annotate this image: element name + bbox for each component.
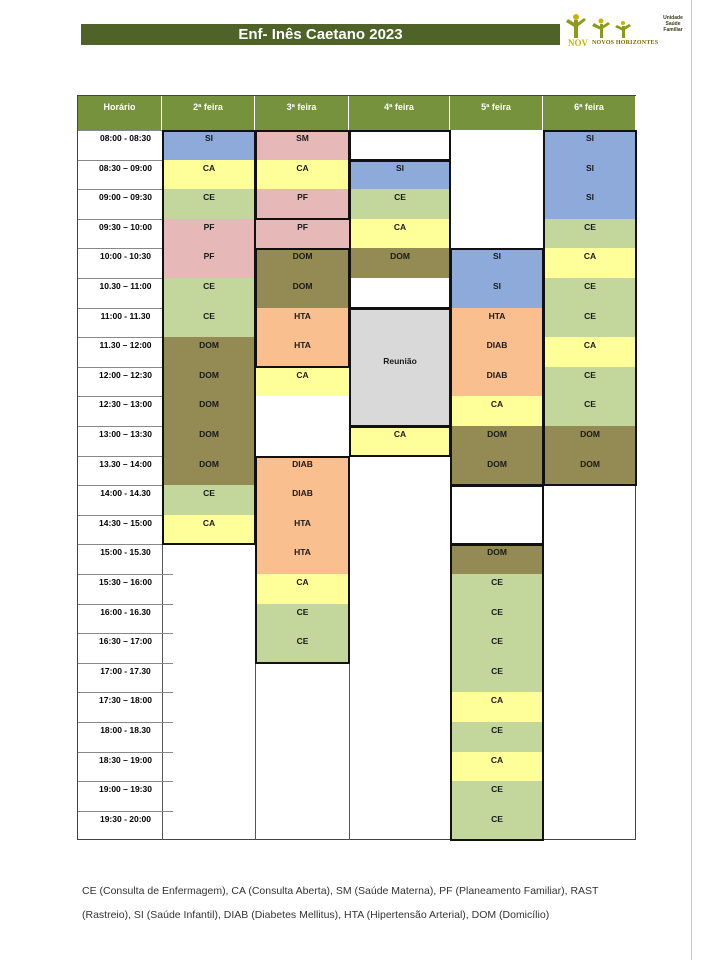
activity-cell: CA bbox=[163, 515, 255, 544]
time-slot: 11.30 – 12:00 bbox=[99, 340, 152, 350]
activity-cell: DOM bbox=[163, 337, 255, 367]
page-title: Enf- Inês Caetano 2023 bbox=[81, 24, 560, 45]
time-slot: 09:00 – 09:30 bbox=[99, 192, 152, 202]
activity-cell: DIAB bbox=[256, 485, 349, 515]
time-slot: 18:30 – 19:00 bbox=[99, 755, 152, 765]
time-slot: 19:00 – 19:30 bbox=[99, 784, 152, 794]
activity-cell: HTA bbox=[256, 544, 349, 574]
block-outline bbox=[450, 485, 544, 545]
time-slot: 08:30 – 09:00 bbox=[99, 163, 152, 173]
time-slot: 14:30 – 15:00 bbox=[99, 518, 152, 528]
activity-cell: CE bbox=[256, 604, 349, 633]
time-slot: 16:00 - 16.30 bbox=[100, 607, 151, 617]
activity-cell: CA bbox=[451, 396, 543, 426]
activity-cell: CE bbox=[163, 308, 255, 337]
activity-cell: SI bbox=[544, 160, 636, 189]
legend: CE (Consulta de Enfermagem), CA (Consulta Aberta), SM (Saúde Materna), PF (Planeamento Familiar), RAST (Rastreio), SI (Saúde Infantil), DIAB (Diabetes Mellitus), HTA (Hipertensão Arterial), DOM (Domicílio) bbox=[82, 885, 599, 921]
activity-cell: CE bbox=[163, 189, 255, 219]
activity-cell: CE bbox=[163, 485, 255, 515]
activity-cell: CE bbox=[544, 219, 636, 248]
activity-cell: CE bbox=[163, 278, 255, 308]
time-slot: 10:00 - 10:30 bbox=[99, 251, 152, 261]
activity-cell: CA bbox=[256, 160, 349, 189]
time-slot: 13:00 – 13:30 bbox=[99, 429, 152, 439]
time-slot: 14:00 - 14.30 bbox=[100, 488, 151, 498]
activity-cell: CE bbox=[451, 811, 543, 840]
time-slot: 16:30 – 17:00 bbox=[99, 636, 152, 646]
activity-cell: CE bbox=[256, 633, 349, 663]
block-outline bbox=[349, 130, 451, 161]
activity-cell: CE bbox=[451, 633, 543, 663]
header-day: 6ª feira bbox=[543, 96, 636, 130]
activity-cell: CE bbox=[451, 781, 543, 811]
activity-cell: CE bbox=[451, 663, 543, 692]
activity-cell: SI bbox=[544, 130, 636, 160]
activity-cell: CA bbox=[350, 219, 450, 248]
activity-cell: SM bbox=[256, 130, 349, 160]
activity-cell: Reunião bbox=[350, 308, 450, 426]
activity-cell: DOM bbox=[256, 248, 349, 278]
activity-cell: DOM bbox=[163, 426, 255, 456]
time-slot: 12:00 – 12:30 bbox=[99, 370, 152, 380]
activity-cell: DOM bbox=[256, 278, 349, 308]
activity-cell: PF bbox=[256, 219, 349, 248]
activity-cell: HTA bbox=[256, 337, 349, 367]
activity-cell: CA bbox=[163, 160, 255, 189]
activity-cell: SI bbox=[451, 248, 543, 278]
activity-cell: CE bbox=[544, 308, 636, 337]
header-day: 2ª feira bbox=[162, 96, 255, 130]
activity-cell: CE bbox=[451, 604, 543, 633]
page-edge bbox=[691, 0, 692, 960]
logo-name-text: NOVOS HORIZONTES bbox=[592, 40, 659, 46]
time-slot: 09:30 – 10:00 bbox=[99, 222, 152, 232]
activity-cell: CE bbox=[451, 722, 543, 752]
timetable bbox=[77, 95, 636, 840]
activity-cell: SI bbox=[350, 160, 450, 189]
activity-cell: CE bbox=[544, 278, 636, 308]
activity-cell: CA bbox=[544, 248, 636, 278]
time-slot: 10.30 – 11:00 bbox=[99, 281, 152, 291]
time-slot: 17:30 – 18:00 bbox=[99, 695, 152, 705]
activity-cell: HTA bbox=[256, 515, 349, 544]
activity-cell: PF bbox=[163, 248, 255, 278]
time-slot: 11:00 - 11.30 bbox=[100, 311, 151, 321]
activity-cell: DIAB bbox=[451, 337, 543, 367]
activity-cell: SI bbox=[544, 189, 636, 219]
activity-cell: DIAB bbox=[451, 367, 543, 396]
header-horario: Horário bbox=[78, 96, 162, 130]
activity-cell: CE bbox=[350, 189, 450, 219]
activity-cell: SI bbox=[163, 130, 255, 160]
activity-cell: DOM bbox=[163, 367, 255, 396]
activity-cell: DOM bbox=[544, 426, 636, 456]
logo-org-text: Unidade Saúde Familiar bbox=[663, 15, 683, 33]
activity-cell: DOM bbox=[451, 456, 543, 485]
activity-cell: DOM bbox=[451, 544, 543, 574]
time-slot: 12:30 – 13:00 bbox=[99, 399, 152, 409]
logo-mark-text: NOV bbox=[568, 38, 588, 48]
time-slot: 19:30 - 20:00 bbox=[99, 814, 152, 824]
activity-cell: HTA bbox=[256, 308, 349, 337]
activity-cell: CA bbox=[451, 752, 543, 781]
header-day: 4ª feira bbox=[349, 96, 450, 130]
time-slot: 17:00 - 17.30 bbox=[100, 666, 151, 676]
header-day: 5ª feira bbox=[450, 96, 543, 130]
time-slot: 08:00 - 08:30 bbox=[99, 133, 152, 143]
activity-cell: CA bbox=[350, 426, 450, 456]
activity-cell: DOM bbox=[163, 396, 255, 426]
time-slot: 13.30 – 14:00 bbox=[99, 459, 152, 469]
activity-cell: DOM bbox=[451, 426, 543, 456]
activity-cell: PF bbox=[256, 189, 349, 219]
activity-cell: CE bbox=[544, 396, 636, 426]
header-day: 3ª feira bbox=[255, 96, 349, 130]
activity-cell: DOM bbox=[544, 456, 636, 485]
activity-cell: SI bbox=[451, 278, 543, 308]
activity-cell: PF bbox=[163, 219, 255, 248]
activity-cell: CE bbox=[544, 367, 636, 396]
activity-cell: CA bbox=[451, 692, 543, 722]
time-slot: 18:00 - 18.30 bbox=[100, 725, 151, 735]
activity-cell: DIAB bbox=[256, 456, 349, 485]
activity-cell: CA bbox=[544, 337, 636, 367]
activity-cell: CA bbox=[256, 367, 349, 396]
activity-cell: DOM bbox=[163, 456, 255, 485]
activity-cell: HTA bbox=[451, 308, 543, 337]
time-slot: 15:30 – 16:00 bbox=[99, 577, 152, 587]
activity-cell: CE bbox=[451, 574, 543, 604]
time-slot: 15:00 - 15.30 bbox=[100, 547, 151, 557]
activity-cell: DOM bbox=[350, 248, 450, 278]
activity-cell: CA bbox=[256, 574, 349, 604]
